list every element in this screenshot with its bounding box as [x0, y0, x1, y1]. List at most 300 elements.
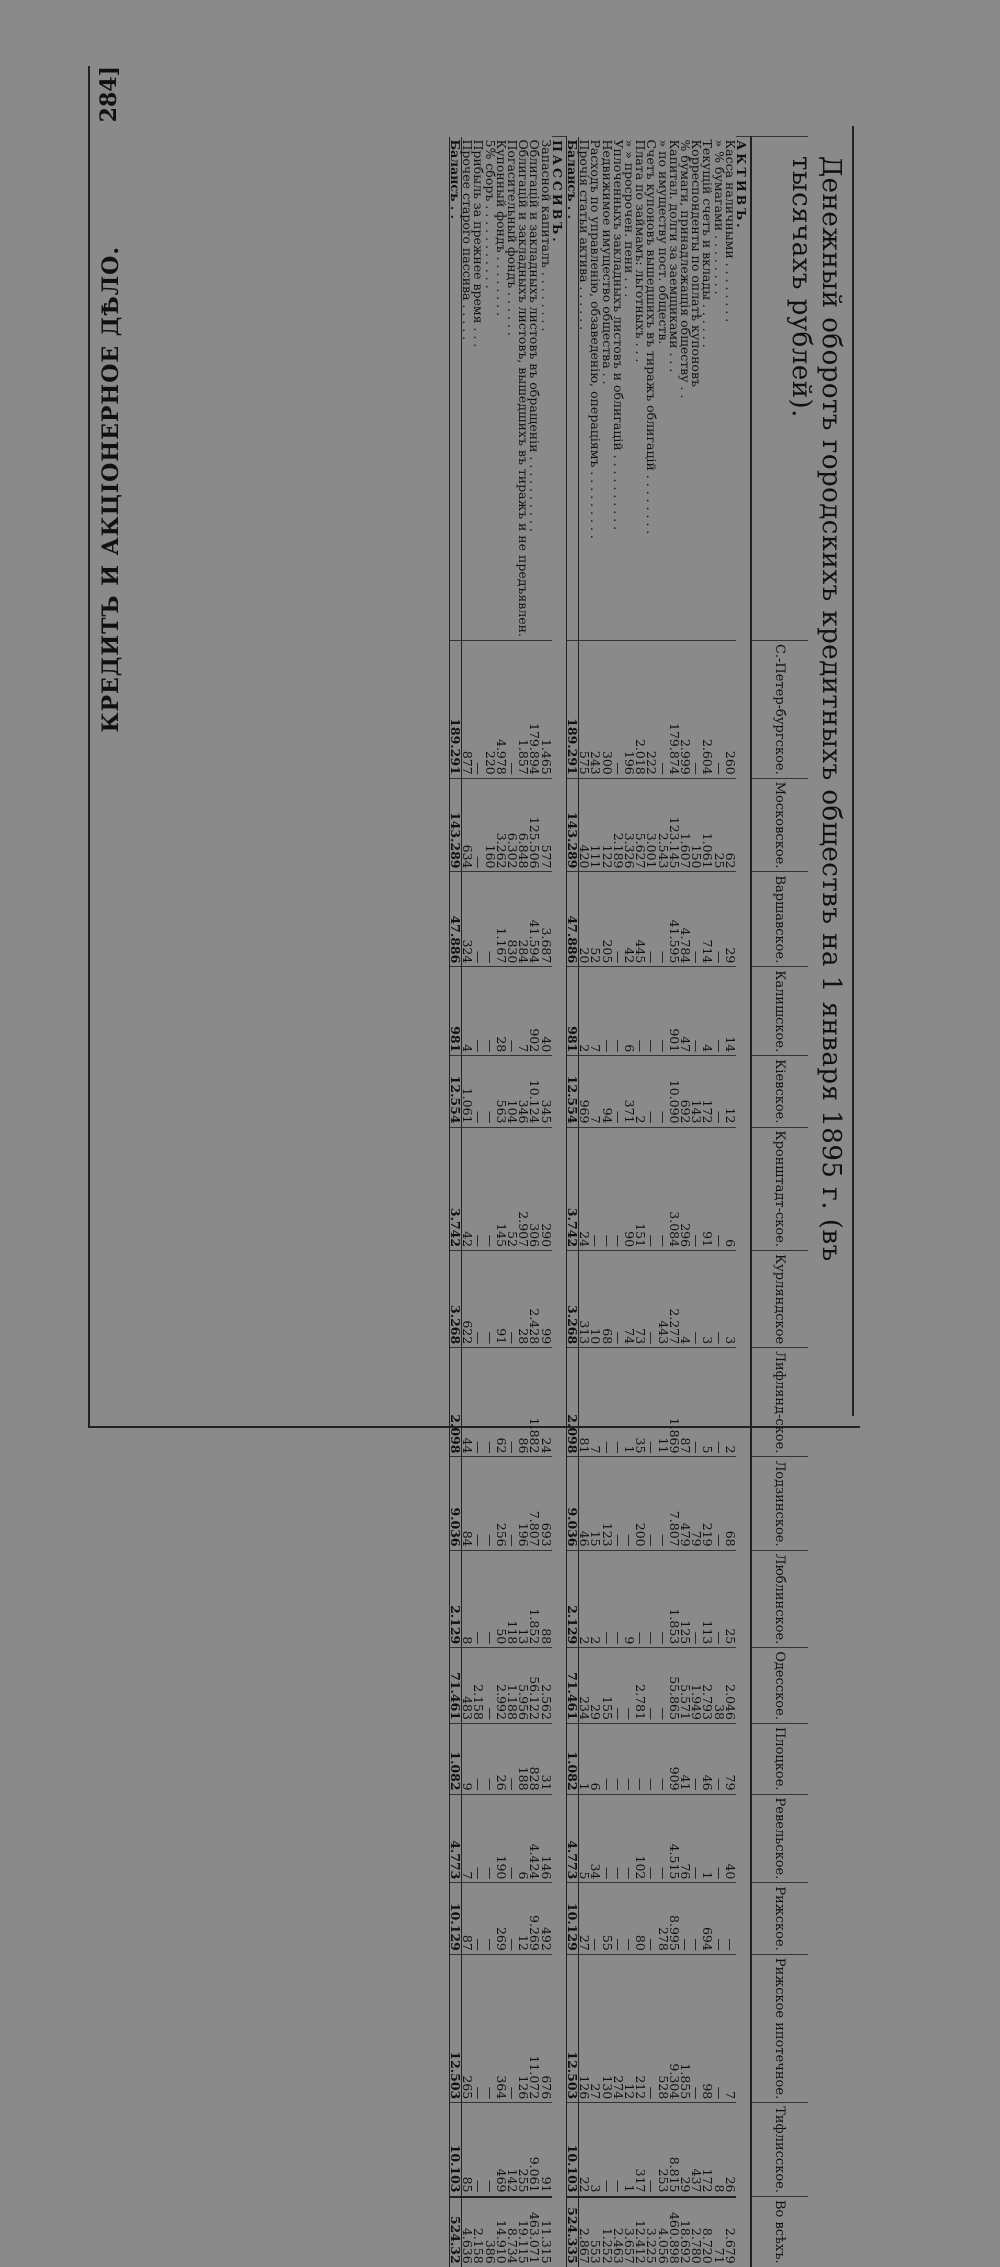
column-header: Люблинское. [751, 1550, 808, 1648]
table-cell: — [691, 967, 702, 1056]
table-cell: 1.607 [680, 778, 691, 872]
table-cell: — [473, 1127, 484, 1251]
table-cell: 10.129 [566, 1883, 578, 1954]
table-cell: — [691, 872, 702, 967]
table-cell: — [646, 1954, 657, 2102]
column-header: Лифлянд-ское. [751, 1348, 808, 1457]
row-label: » % бумагами . . . . . . . . [711, 139, 727, 295]
table-cell: — [507, 1251, 518, 1348]
table-cell: 1.853 [669, 1550, 680, 1648]
table-cell: 563 [496, 1056, 507, 1127]
table-cell: 2.463 [613, 2197, 624, 2267]
table-cell: 483 [461, 1648, 473, 1724]
table-cell: 90 [624, 1127, 635, 1251]
table-cell: 1.949 [691, 1648, 702, 1724]
table-cell: — [646, 1457, 657, 1550]
table-cell: — [713, 1723, 724, 1794]
table-cell: 12 [518, 1883, 529, 1954]
table-cell: 524.32 [449, 2197, 461, 2267]
table-row [461, 137, 473, 2267]
table-cell: 4.773 [449, 1794, 461, 1883]
table-cell: 8 [713, 2103, 724, 2197]
table-cell: 10 [590, 1251, 601, 1348]
table-cell: 79 [691, 1457, 702, 1550]
balance-row [449, 137, 461, 2267]
table-cell: 3.657 [624, 2197, 635, 2267]
table-cell: 296 [680, 1127, 691, 1251]
table-cell: 87 [461, 1883, 473, 1954]
table-cell: — [613, 1550, 624, 1648]
row-label: Плата по займамъ: льготныхъ . . . [633, 139, 649, 363]
table-cell: — [473, 1550, 484, 1648]
table-cell: 6 [590, 1723, 601, 1794]
table-cell: 62 [496, 1348, 507, 1457]
table-cell: 2.277 [669, 1251, 680, 1348]
section-heading: АКТИВЪ. [736, 137, 751, 2267]
table-row [657, 137, 668, 2267]
table-cell: 143.289 [566, 778, 578, 872]
table-cell: 2.793 [702, 1648, 713, 1724]
row-label: Облигацій и закладныхъ листовъ въ обращеніи . . . . . . . . . . [527, 139, 543, 532]
table-cell: 22 [578, 2103, 590, 2197]
table-cell: — [507, 1457, 518, 1550]
table-cell: — [691, 1883, 702, 1954]
table-cell: 2.129 [566, 1550, 578, 1648]
table-cell: 56.122 [529, 1648, 540, 1724]
table-cell: — [484, 1883, 495, 1954]
table-cell: — [624, 1723, 635, 1794]
table-cell: — [624, 1457, 635, 1550]
table-cell: — [473, 967, 484, 1056]
table-cell: — [680, 1883, 691, 1954]
table-cell: 4.636 [461, 2197, 473, 2267]
table-cell: 2.098 [449, 1348, 461, 1457]
table-cell: 1.882 [529, 1348, 540, 1457]
table-cell: 460.898 [669, 2197, 680, 2267]
table-cell: — [473, 1056, 484, 1127]
table-cell: 300 [601, 640, 612, 778]
table-body [449, 137, 751, 2267]
table-cell: — [657, 640, 668, 778]
table-cell: 676 [540, 1954, 551, 2102]
table-cell: 8.815 [669, 2103, 680, 2197]
table-cell: 13 [518, 1550, 529, 1648]
table-cell: 1.082 [449, 1723, 461, 1794]
table-cell: 8.720 [702, 2197, 713, 2267]
table-cell: 11.072 [529, 1954, 540, 2102]
table-cell: 27 [578, 1883, 590, 1954]
table-cell: 969 [578, 1056, 590, 1127]
table-row [496, 137, 507, 2267]
table-cell: 40 [725, 1794, 736, 1883]
table-cell: 76 [680, 1794, 691, 1883]
table-cell: — [507, 1794, 518, 1883]
table-cell: 5.956 [518, 1648, 529, 1724]
table-cell: 9.036 [449, 1457, 461, 1550]
table-cell: 622 [461, 1251, 473, 1348]
table-cell: 94 [601, 1056, 612, 1127]
table-cell: — [484, 1954, 495, 2102]
row-label: » по имуществу пост. обществ. [655, 139, 671, 345]
table-cell: 234 [578, 1648, 590, 1724]
table-cell: — [646, 1550, 657, 1648]
table-cell: — [601, 1794, 612, 1883]
table-cell: — [713, 1550, 724, 1648]
row-label: Прочія статьи актива . . . . . . [577, 139, 593, 331]
table-cell: 160 [484, 778, 495, 872]
table-cell: 7 [518, 967, 529, 1056]
table-cell: 84 [461, 1457, 473, 1550]
table-cell: 4 [461, 967, 473, 1056]
table-cell: 3.742 [566, 1127, 578, 1251]
column-header: Кіевское. [751, 1056, 808, 1127]
row-label: Касса наличными . . . . . . . . [722, 139, 738, 323]
table-cell: 2 [725, 1348, 736, 1457]
table-cell: 113 [702, 1550, 713, 1648]
table-cell: 68 [601, 1251, 612, 1348]
table-cell: — [507, 1954, 518, 2102]
column-header: Ревельское. [751, 1794, 808, 1883]
column-header: Калишское. [751, 967, 808, 1056]
row-label: Капитал. долги за заемщиками . . . [666, 139, 682, 373]
table-cell: 4 [702, 967, 713, 1056]
table-cell: — [484, 1648, 495, 1724]
table-row [646, 137, 657, 2267]
column-header: Варшавское. [751, 872, 808, 967]
table-cell: — [613, 1127, 624, 1251]
table-cell: 102 [635, 1794, 646, 1883]
table-cell: — [713, 640, 724, 778]
column-header: Курляндское [751, 1251, 808, 1348]
table-cell: 41.594 [529, 872, 540, 967]
table-cell: 190 [496, 1794, 507, 1883]
table-cell: 12.412 [635, 2197, 646, 2267]
table-cell: — [473, 1251, 484, 1348]
table-cell: — [657, 1794, 668, 1883]
table-cell: 577 [540, 778, 551, 872]
table-cell: 2 [590, 1550, 601, 1648]
table-cell: 9 [624, 1550, 635, 1648]
table-cell: 1 [624, 1348, 635, 1457]
table-cell: 479 [680, 1457, 691, 1550]
table-cell: 364 [496, 1954, 507, 2102]
table-cell: 200 [635, 1457, 646, 1550]
label-column-header [751, 137, 808, 641]
table-cell: 35 [635, 1348, 646, 1457]
table-cell: 143 [691, 1056, 702, 1127]
table-cell: 143.289 [449, 778, 461, 872]
table-cell: 71.461 [566, 1648, 578, 1724]
table-cell: 1.252 [601, 2197, 612, 2267]
table-cell: 29 [590, 1648, 601, 1724]
table-cell: — [484, 1127, 495, 1251]
table-cell: 28 [496, 967, 507, 1056]
table-cell: — [635, 967, 646, 1056]
table-cell: 443 [657, 1251, 668, 1348]
table-cell: 146 [540, 1794, 551, 1883]
table-cell: 123 [601, 1457, 612, 1550]
table-cell: 2.780 [691, 2197, 702, 2267]
table-cell: 1.852 [529, 1550, 540, 1648]
table-cell: 6.302 [507, 778, 518, 872]
table-cell: — [473, 2103, 484, 2197]
row-label: Текущій счетъ и вклады . . . . . . [700, 139, 716, 348]
table-cell: — [635, 1723, 646, 1794]
table-cell: — [657, 1648, 668, 1724]
table-cell: 9 [461, 1723, 473, 1794]
table-cell: 981 [566, 967, 578, 1056]
table-row [518, 137, 529, 2267]
table-cell: — [691, 1251, 702, 1348]
table-cell: 2.604 [702, 640, 713, 778]
table-cell: 981 [449, 967, 461, 1056]
table-cell: 1.061 [461, 1056, 473, 1127]
column-header: Плоцкое. [751, 1723, 808, 1794]
table-cell: — [601, 2103, 612, 2197]
row-label: Корреспонденты по оплатѣ купоновъ [689, 139, 705, 387]
table-cell: 188 [518, 1723, 529, 1794]
table-cell: — [473, 1723, 484, 1794]
table-cell: — [473, 1348, 484, 1457]
row-label: Погасительный фондъ . . . . . . [504, 139, 520, 336]
table-cell: 47 [680, 967, 691, 1056]
table-cell: 469 [496, 2103, 507, 2197]
table-cell: 14 [725, 967, 736, 1056]
table-cell: 212 [635, 1954, 646, 2102]
table-cell: — [613, 2103, 624, 2197]
table-cell: 901 [669, 967, 680, 1056]
table-cell: — [507, 967, 518, 1056]
table-cell: 3.225 [646, 2197, 657, 2267]
table-cell: — [691, 1348, 702, 1457]
table-row [691, 137, 702, 2267]
table-cell: — [613, 1648, 624, 1724]
table-cell: 12 [725, 1056, 736, 1127]
table-cell: 524.335 [566, 2197, 578, 2267]
table-cell: — [613, 872, 624, 967]
table-cell: — [646, 1648, 657, 1724]
table-row [484, 137, 495, 2267]
table-cell: 85 [461, 2103, 473, 2197]
table-cell: — [473, 1794, 484, 1883]
table-cell: — [484, 1723, 495, 1794]
table-cell: 91 [702, 1127, 713, 1251]
table-cell: 126 [578, 1954, 590, 2102]
table-cell: 10.090 [669, 1056, 680, 1127]
table-cell: 125 [680, 1550, 691, 1648]
table-cell: 6 [624, 967, 635, 1056]
table-cell: 2.158 [473, 2197, 484, 2267]
table-cell: 2.046 [725, 1648, 736, 1724]
table-cell: 10.129 [449, 1883, 461, 1954]
table-cell: 126 [518, 1954, 529, 2102]
table-cell: — [713, 1251, 724, 1348]
table-cell: 694 [702, 1883, 713, 1954]
table-cell: 692 [680, 1056, 691, 1127]
table-cell: — [657, 1723, 668, 1794]
row-label: Облигацій и закладныхъ листовъ, вышедшихъ въ тиражъ и не предъявлен. [516, 139, 532, 637]
page-content [90, 66, 860, 2264]
table-cell: — [473, 1457, 484, 1550]
column-header: Тифлисское. [751, 2103, 808, 2197]
table-row [702, 137, 713, 2267]
table-cell: — [507, 640, 518, 778]
title-rule [852, 126, 854, 1416]
table-cell: 253 [657, 2103, 668, 2197]
table-cell: 55.865 [669, 1648, 680, 1724]
table-cell: 122 [601, 778, 612, 872]
table-cell: 73 [635, 1251, 646, 1348]
table-cell: 3.084 [669, 1127, 680, 1251]
table-cell: — [484, 1457, 495, 1550]
table-cell: 4.773 [566, 1794, 578, 1883]
balance-row [566, 137, 578, 2267]
table-cell: 313 [578, 1251, 590, 1348]
table-cell: 6 [518, 1794, 529, 1883]
table-cell: — [635, 1550, 646, 1648]
table-cell: 34 [590, 1794, 601, 1883]
table-cell: 445 [635, 872, 646, 967]
table-cell: 74 [624, 1251, 635, 1348]
table-cell: 386 [484, 2197, 495, 2267]
table-cell: 260 [725, 640, 736, 778]
table-cell: 492 [540, 1883, 551, 1954]
table-cell: — [613, 1457, 624, 1550]
table-cell: 8.734 [507, 2197, 518, 2267]
table-cell: 2.098 [566, 1348, 578, 1457]
table-cell: — [691, 640, 702, 778]
table-cell: 437 [691, 2103, 702, 2197]
table-cell: — [646, 1723, 657, 1794]
table-cell: — [484, 967, 495, 1056]
table-cell: 46 [702, 1723, 713, 1794]
table-cell: 4.978 [496, 640, 507, 778]
table-cell: — [613, 1723, 624, 1794]
column-header-row [751, 137, 808, 2267]
table-cell: 5.571 [680, 1648, 691, 1724]
table-cell: 3.326 [624, 778, 635, 872]
table-cell: 155 [601, 1648, 612, 1724]
table-cell: 12.503 [449, 1954, 461, 2102]
table-row [669, 137, 680, 2267]
table-cell: 909 [669, 1723, 680, 1794]
table-cell: 104 [507, 1056, 518, 1127]
table-cell: 123.145 [669, 778, 680, 872]
table-cell: 29 [680, 2103, 691, 2197]
table-cell: 7.807 [669, 1457, 680, 1550]
table-cell: 9.269 [529, 1883, 540, 1954]
table-cell: 830 [507, 872, 518, 967]
table-cell: 25 [713, 778, 724, 872]
table-cell: 1.188 [507, 1648, 518, 1724]
table-cell: 20 [578, 872, 590, 967]
table-cell: 306 [529, 1127, 540, 1251]
table-cell: — [646, 1056, 657, 1127]
table-cell: 44 [461, 1348, 473, 1457]
table-cell: 2.428 [529, 1251, 540, 1348]
table-cell: 6 [725, 1127, 736, 1251]
table-cell: — [713, 1457, 724, 1550]
table-cell: — [507, 1348, 518, 1457]
table-cell: 4.784 [680, 872, 691, 967]
table-cell: — [484, 1794, 495, 1883]
table-cell: 62 [725, 778, 736, 872]
table-cell: 88 [540, 1550, 551, 1648]
table-cell: 1.869 [669, 1348, 680, 1457]
table-cell: 3.268 [566, 1251, 578, 1348]
table-row [473, 137, 484, 2267]
column-header: Во всѣхъ. [751, 2197, 808, 2267]
table-cell: 9.304 [669, 1954, 680, 2102]
table-cell: 243 [590, 640, 601, 778]
table-cell: — [601, 1127, 612, 1251]
table-cell: — [657, 967, 668, 1056]
table-cell: 5.627 [635, 778, 646, 872]
row-label: Балансъ . . [566, 137, 578, 641]
table-cell: 2.158 [473, 1648, 484, 1724]
table-cell: — [691, 1954, 702, 2102]
table-cell: 3.001 [646, 778, 657, 872]
table-cell: — [713, 1954, 724, 2102]
table-cell: 877 [461, 640, 473, 778]
running-head: КРЕДИТЪ И АКЦІОНЕРНОЕ ДѢЛО. [98, 246, 124, 733]
table-cell: — [473, 872, 484, 967]
table-cell: — [590, 1883, 601, 1954]
table-cell: 118 [507, 1550, 518, 1648]
table-cell: — [646, 1251, 657, 1348]
table-cell: 324 [461, 872, 473, 967]
table-cell: — [613, 1056, 624, 1127]
row-label: » » просрочен. пени . . . [621, 139, 637, 298]
table-cell: 222 [646, 640, 657, 778]
table-cell: — [507, 1723, 518, 1794]
table-cell: 2.907 [518, 1127, 529, 1251]
table-cell: 5 [702, 1348, 713, 1457]
table-cell: 420 [578, 778, 590, 872]
table-cell: — [484, 1550, 495, 1648]
table-cell: 28 [518, 1251, 529, 1348]
table-cell: 91 [496, 1251, 507, 1348]
table-row [540, 137, 551, 2267]
table-cell: 26 [496, 1723, 507, 1794]
table-row [713, 137, 724, 2267]
table-cell: 8 [461, 1550, 473, 1648]
table-cell: 2 [635, 1056, 646, 1127]
table-cell: 11 [657, 1348, 668, 1457]
table-cell: 79 [725, 1723, 736, 1794]
table-cell: 19.115 [518, 2197, 529, 2267]
table-cell: 205 [601, 872, 612, 967]
table-cell: — [473, 778, 484, 872]
row-label: Балансъ . . [449, 137, 461, 641]
table-cell: 4 [680, 1251, 691, 1348]
table-cell: — [657, 1127, 668, 1251]
table-cell: — [613, 640, 624, 778]
column-header: Рижское. [751, 1883, 808, 1954]
row-label: Прочее старого пассива . . . . . [460, 139, 476, 341]
table-cell: 41.595 [669, 872, 680, 967]
table-cell: 575 [578, 640, 590, 778]
column-header: Кронштадт-ское. [751, 1127, 808, 1251]
column-header: Одесское. [751, 1648, 808, 1724]
table-cell: — [613, 967, 624, 1056]
table-cell: 6.848 [518, 778, 529, 872]
table-cell: — [646, 1348, 657, 1457]
table-cell: 50 [496, 1550, 507, 1648]
table-cell: — [484, 1348, 495, 1457]
table-cell: — [713, 1794, 724, 1883]
table-cell: — [713, 872, 724, 967]
